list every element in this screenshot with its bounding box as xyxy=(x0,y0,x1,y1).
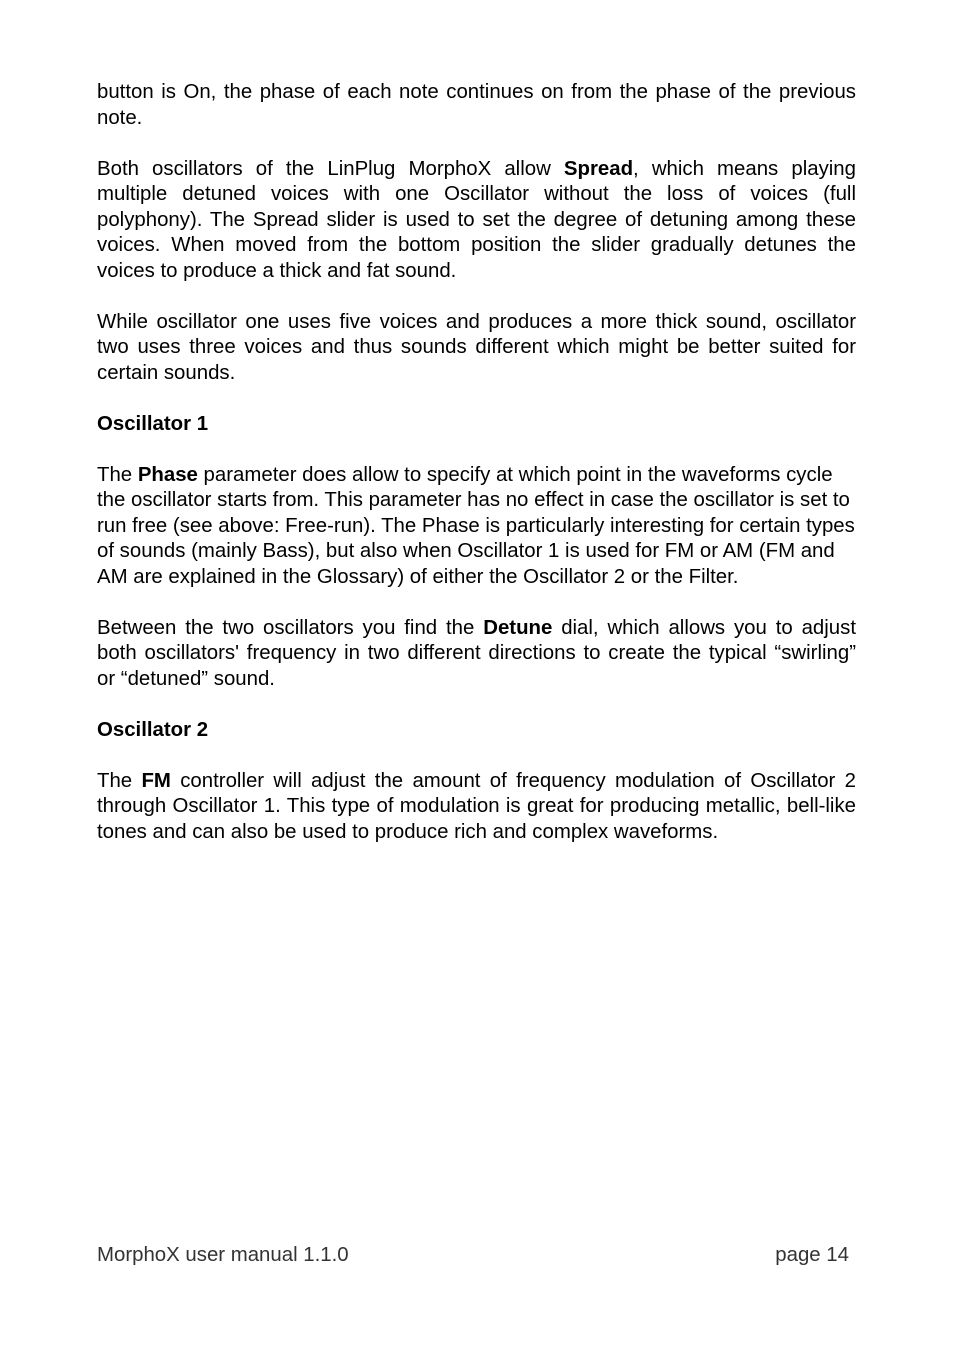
term-detune: Detune xyxy=(483,616,553,639)
paragraph-phase-text-after: parameter does allow to specify at which point in the waveforms cycle the oscillator starts from. This parameter has no effect in case the oscillator is set to run free (see above: Free-run). The Phase is particularly interesting for certain types of sounds (mainly Bass), but also when Oscillator 1 is used for FM or AM (FM and AM are explained in the Glossary) of either the Oscillator 2 or the Filter. xyxy=(97,463,855,588)
paragraph-spread-text-before: Both oscillators of the LinPlug MorphoX allow xyxy=(97,157,564,180)
heading-oscillator-2: Oscillator 2 xyxy=(97,718,209,741)
paragraph-fm xyxy=(97,769,856,846)
term-fm: FM xyxy=(141,769,171,792)
page-content xyxy=(97,80,856,871)
footer-page-number: page 14 xyxy=(775,1244,849,1266)
paragraph-spread xyxy=(97,157,856,285)
footer-manual-title: MorphoX user manual 1.1.0 xyxy=(97,1244,349,1266)
heading-oscillator-1: Oscillator 1 xyxy=(97,412,209,435)
paragraph-phase-text-before: The xyxy=(97,463,138,486)
paragraph-phase xyxy=(97,463,856,591)
paragraph-detune-text-before: Between the two oscillators you find the xyxy=(97,616,484,639)
paragraph-voices: While oscillator one uses five voices and produces a more thick sound, oscillator two uses three voices and thus sounds different which might be better suited for certain sounds. xyxy=(97,310,856,384)
paragraph-fm-text-before: The xyxy=(97,769,142,792)
paragraph-detune xyxy=(97,616,856,693)
term-spread: Spread xyxy=(563,157,634,180)
paragraph-spread-text-after: , which means playing multiple detuned voices with one Oscillator without the loss of voices (full polyphony). The Spread slider is used to set the degree of detuning among these voices. When moved from the bottom position the slider gradually detunes the voices to produce a thick and fat sound. xyxy=(97,157,856,282)
paragraph-fm-text-after: controller will adjust the amount of frequency modulation of Oscillator 2 through Oscillator 1. This type of modulation is great for producing metallic, bell-like tones and can also be used to produce rich and complex waveforms. xyxy=(97,769,856,843)
term-phase: Phase xyxy=(137,463,198,486)
paragraph-detune-text-after: dial, which allows you to adjust both oscillators' frequency in two different directions to create the typical “swirling” or “detuned” sound. xyxy=(97,616,856,690)
paragraph-phase-continuation: button is On, the phase of each note continues on from the phase of the previous note. xyxy=(97,81,856,129)
